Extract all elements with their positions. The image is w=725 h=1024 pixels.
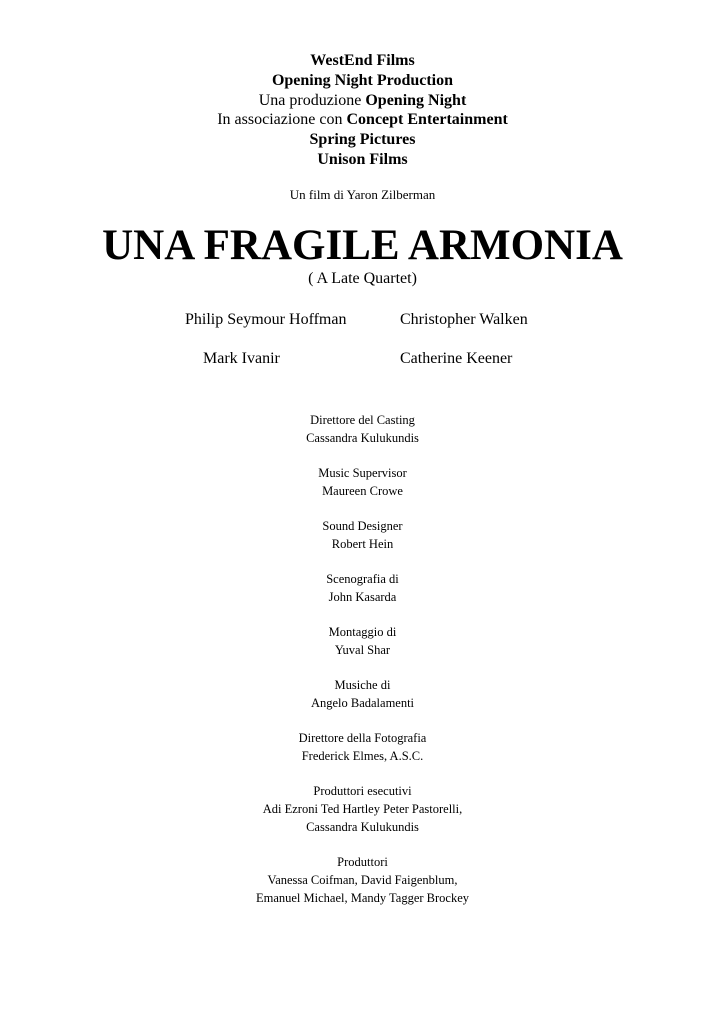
header-line [0, 91, 725, 111]
company-name: Spring Pictures [309, 131, 416, 149]
credit-block [0, 517, 725, 553]
credit-block [0, 676, 725, 712]
credit-role: Montaggio di [328, 625, 397, 639]
header-line [0, 130, 725, 150]
credit-name: Adi Ezroni Ted Hartley Peter Pastorelli, [262, 802, 463, 816]
company-name: Concept Entertainment [346, 111, 508, 129]
credit-role: Direttore della Fotografia [298, 731, 427, 745]
credit-name: Cassandra Kulukundis [306, 820, 419, 834]
film-title: UNA FRAGILE ARMONIA [102, 222, 623, 269]
credit-block [0, 570, 725, 606]
cast-member: Catherine Keener [400, 350, 513, 367]
header-line [0, 110, 725, 130]
original-title: ( A Late Quartet) [308, 270, 417, 287]
credit-block [0, 623, 725, 659]
company-name: Opening Night Production [271, 71, 454, 89]
credit-block [0, 853, 725, 907]
cast-member: Philip Seymour Hoffman [185, 311, 347, 328]
credit-name: Frederick Elmes, A.S.C. [301, 749, 424, 763]
cast-member: Mark Ivanir [203, 350, 280, 367]
header-line [0, 51, 725, 71]
header-line [0, 71, 725, 91]
header-prefix: In associazione con [217, 111, 347, 129]
credit-block [0, 729, 725, 765]
production-header [0, 51, 725, 170]
credit-role: Music Supervisor [318, 466, 407, 480]
credit-role: Sound Designer [322, 519, 403, 533]
company-name: Opening Night [365, 91, 467, 109]
credit-name: Robert Hein [331, 537, 394, 551]
credit-name: Angelo Badalamenti [310, 696, 415, 710]
cast-member: Christopher Walken [400, 311, 528, 328]
credit-name: John Kasarda [328, 590, 397, 604]
credit-block [0, 464, 725, 500]
header-line [0, 150, 725, 170]
credit-name: Cassandra Kulukundis [306, 431, 419, 445]
credit-role: Direttore del Casting [310, 413, 415, 427]
company-name: Unison Films [317, 150, 408, 168]
credit-name: Emanuel Michael, Mandy Tagger Brockey [255, 891, 470, 905]
credit-name: Maureen Crowe [322, 484, 403, 498]
credit-role: Musiche di [334, 678, 391, 692]
credit-name: Yuval Shar [334, 643, 391, 657]
credit-block [0, 411, 725, 447]
credit-role: Scenografia di [326, 572, 399, 586]
credit-name: Vanessa Coifman, David Faigenblum, [267, 873, 458, 887]
credit-role: Produttori [337, 855, 388, 869]
credit-block [0, 782, 725, 836]
company-name: WestEnd Films [310, 52, 415, 69]
crew-credits [0, 411, 725, 924]
credit-role: Produttori esecutivi [313, 784, 412, 798]
director-credit: Un film di Yaron Zilberman [289, 187, 436, 202]
header-prefix: Una produzione [258, 91, 366, 109]
